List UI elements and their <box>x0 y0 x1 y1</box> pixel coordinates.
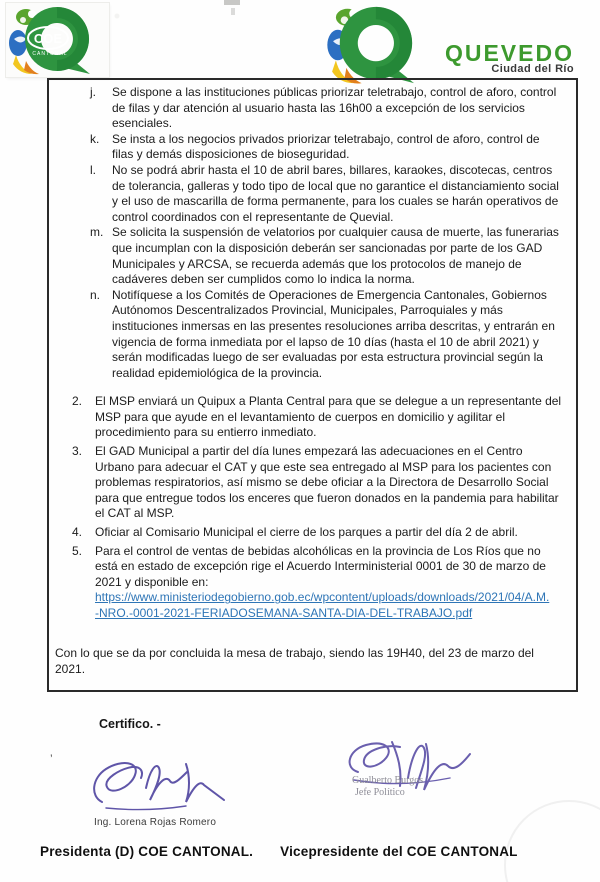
scan-artifact <box>231 8 235 15</box>
item-label: 4. <box>72 525 83 540</box>
item-label: m. <box>90 225 104 240</box>
item-text: Para el control de ventas de bebidas alcohólicas en la provincia de Los Ríos que no está en estado de excepción rige el Acuerdo Interministerial 0001 de 30 de marzo de 2021 y disponible en: <box>95 543 546 589</box>
ministry-pdf-link-line2: -NRO.-0001-2021-FERIADOSEMANA-SANTA-DIA-DEL-TRABAJO.pdf <box>95 606 473 620</box>
item-text: Se insta a los negocios privados priorizar teletrabajo, control de aforo, control de filas y demás disposiciones de bioseguridad. <box>112 131 540 162</box>
resolution-item-j <box>49 85 576 132</box>
vicepresident-signatory-title: Jefe Político <box>355 787 405 798</box>
quevedo-q-icon <box>326 5 422 85</box>
scan-artifact <box>224 0 240 5</box>
item-text: Oficiar al Comisario Municipal el cierre de los parques a partir del día 2 de abril. <box>95 525 518 540</box>
coe-logo-title: COE <box>33 31 63 46</box>
closing-statement: Con lo que se da por concluida la mesa de trabajo, siendo las 19H40, del 23 de marzo del 2021. <box>55 646 534 676</box>
vicepresident-signature <box>330 736 480 807</box>
item-text: Se solicita la suspensión de velatorios por cualquier causa de muerte, las funerarias que incumplan con la disposición deberán ser sancionadas por parte de los GAD Municipales y ARCSA, se recuerda además que los protocolos de manejo de cadáveres deben ser cumplidos como lo indica la norma. <box>112 225 559 287</box>
signatory-role-titles <box>40 844 518 859</box>
item-label: n. <box>90 287 101 302</box>
item-text: Notifíquese a los Comités de Operaciones de Emergencia Cantonales, Gobiernos Autónomos Descentralizados Provincial, Municipales, Parroquiales y más instituciones inmersas en las presentes resoluciones arriba descritas, y entrarán en vigencia de forma inmediata por el lapso de 10 días (hasta el 10 de abril 2021) y serán modificadas luego de ser evaluadas por esta estructura provincial según la realidad epidemiológica de la provincia. <box>112 287 555 380</box>
quevedo-logo-name: QUEVEDO <box>444 40 574 66</box>
numbered-resolution-list <box>49 394 576 621</box>
lettered-resolution-list <box>49 85 576 381</box>
certification-label: Certifico. - <box>99 717 161 731</box>
resolution-item-3 <box>49 444 576 522</box>
resolution-item-5 <box>49 544 576 622</box>
resolution-item-k <box>49 132 576 163</box>
resolution-item-l <box>49 163 576 225</box>
vicepresident-role-title: Vicepresidente del COE CANTONAL <box>280 844 518 859</box>
coe-cantonal-logo <box>6 3 109 77</box>
resolution-text-box <box>47 78 578 692</box>
item-label: k. <box>90 131 100 146</box>
president-role-title: Presidenta (D) COE CANTONAL. <box>40 844 254 859</box>
item-label: 5. <box>72 543 83 558</box>
quevedo-logo <box>326 5 576 85</box>
resolution-item-n <box>49 288 576 382</box>
ministry-pdf-link[interactable] <box>95 590 562 621</box>
item-text: El GAD Municipal a partir del día lunes empezará las adecuaciones en el Centro Urbano para adecuar el CAT y que este sea entregado al MSP para los pacientes con problemas respiratorios, así mismo se debe oficiar a la Directora de Desarrollo Social para que entregue todos los enceres que fueron donados en la pandemia para habilitar el CAT al MSP. <box>95 444 559 521</box>
item-text: No se podrá abrir hasta el 10 de abril bares, billares, karaokes, discotecas, centros de tolerancia, galleras y todo tipo de local que no garantice el distanciamiento social y el uso de mascarilla de forma permanente, para los cuales se harán operativos de control coordinados con el representante de Quevial. <box>112 162 559 224</box>
coe-logo-icon <box>8 5 106 75</box>
president-signatory-name: Ing. Lorena Rojas Romero <box>94 817 217 828</box>
item-label: l. <box>90 162 96 177</box>
scan-artifact <box>504 800 600 882</box>
resolution-item-2 <box>49 394 576 441</box>
ministry-pdf-link-line1: https://www.ministeriodegobierno.gob.ec/wpcontent/uploads/downloads/2021/04/A.M. <box>95 590 550 605</box>
item-label: 3. <box>72 444 83 459</box>
item-text: Se dispone a las instituciones públicas priorizar teletrabajo, control de aforo, control de filas y dar atención al usuario hasta las 16h00 a excepción de los servicios esenciales. <box>112 85 557 131</box>
resolution-item-4 <box>49 525 576 541</box>
item-label: j. <box>90 85 96 99</box>
handwritten-signature-icon <box>330 736 480 802</box>
item-text: El MSP enviará un Quipux a Planta Central para que se delegue a un representante del MSP para que ayude en el levantamiento de cuerpos en domicilio y agilitar el procedimiento para su entierro inmediato. <box>95 394 562 440</box>
scan-artifact: ’ <box>50 752 53 766</box>
coe-logo-subtitle: CANTONAL <box>32 51 68 57</box>
vicepresident-signatory-name: Gualberto Burgos <box>352 775 424 786</box>
resolution-item-m <box>49 225 576 287</box>
quevedo-logo-tagline: Ciudad del Río <box>491 63 574 75</box>
item-label: 2. <box>72 394 83 409</box>
